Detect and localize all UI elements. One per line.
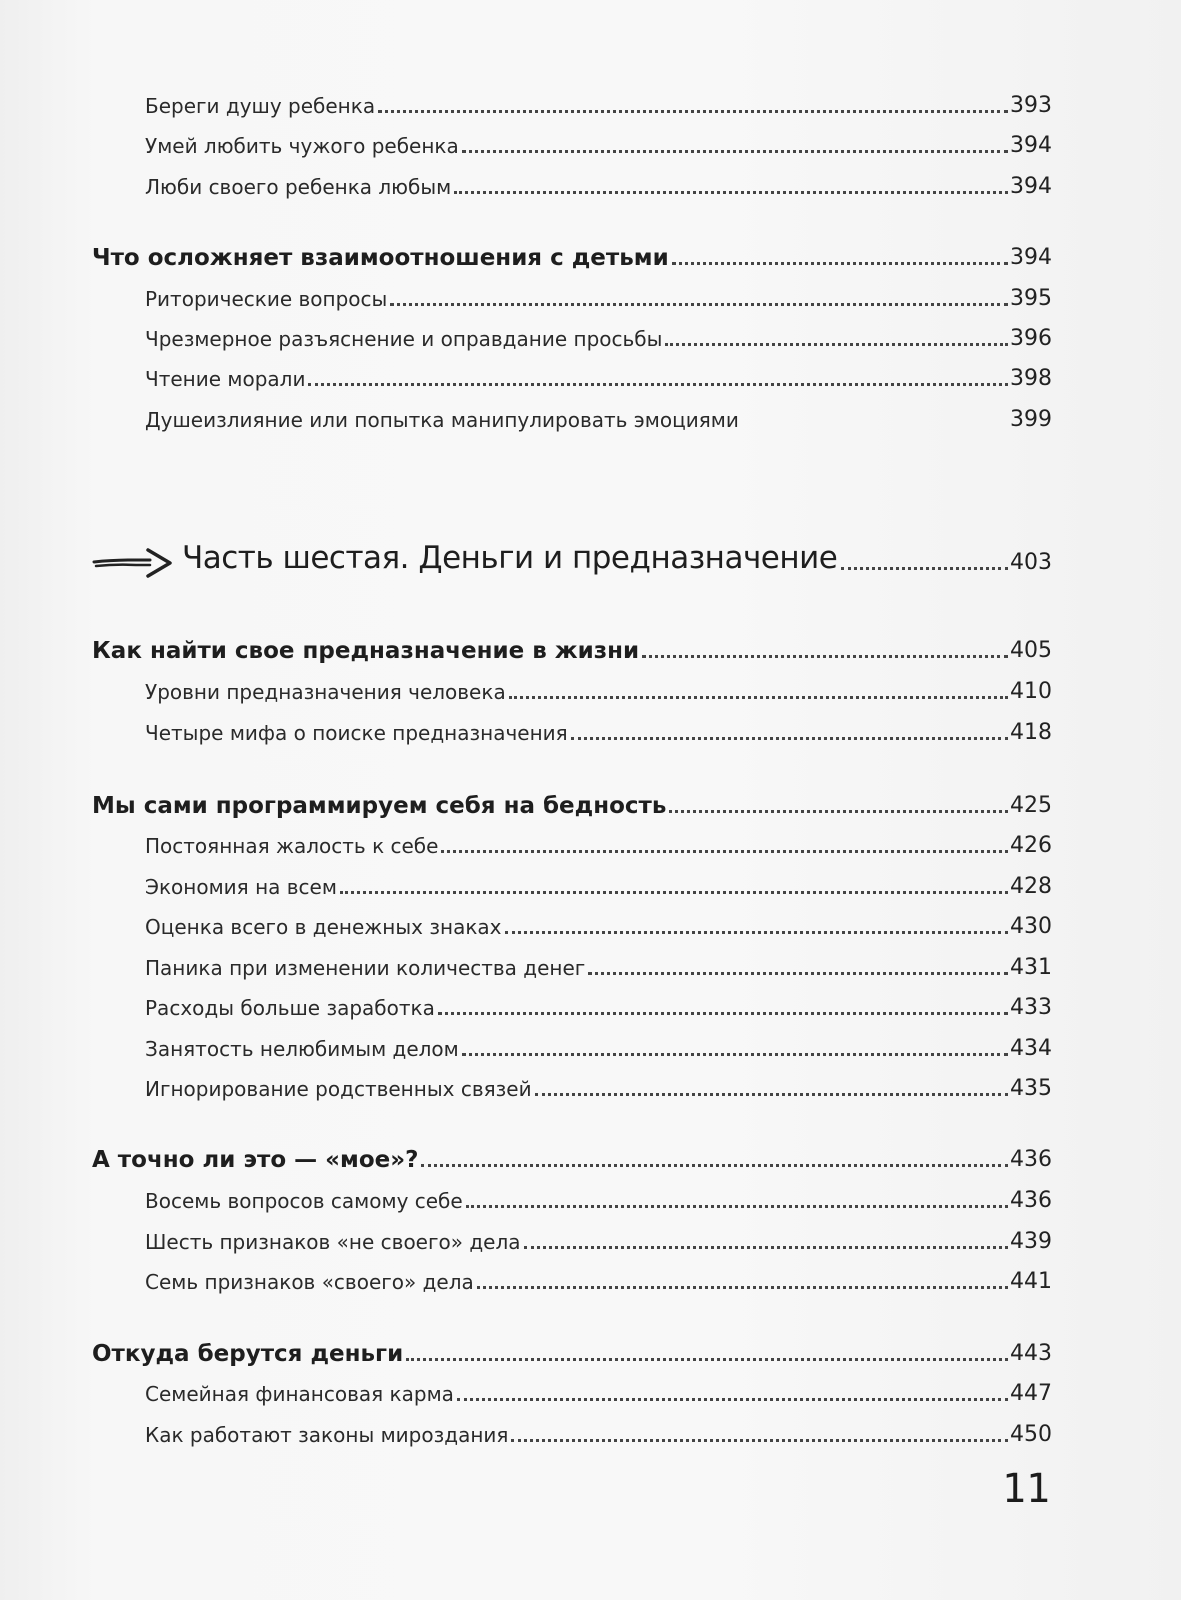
toc-entry-title: Экономия на всем (145, 875, 337, 899)
toc-entry-title: Душеизлияние или попытка манипулировать эмоциями (145, 408, 739, 432)
toc-entry[interactable] (92, 353, 1052, 393)
toc-entry[interactable] (92, 1409, 1052, 1449)
leader-dots (406, 1358, 1008, 1361)
leader-dots (535, 1093, 1008, 1096)
toc-entry[interactable] (92, 80, 1052, 120)
toc-entry-title: Паника при изменении количества денег (145, 956, 586, 980)
toc-entry-page: 428 (1010, 874, 1052, 899)
leader-dots (462, 150, 1008, 153)
leader-dots (421, 1164, 1008, 1167)
toc-entry-page: 426 (1010, 833, 1052, 858)
toc-entry-page: 410 (1010, 679, 1052, 704)
leader-dots (571, 737, 1008, 740)
toc-entry-title: Занятость нелюбимым делом (145, 1037, 459, 1061)
toc-chapter-title: Откуда берутся деньги (92, 1341, 404, 1367)
toc-entry-title: Четыре мифа о поиске предназначения (145, 721, 568, 745)
leader-dots (509, 696, 1008, 699)
toc-entry[interactable] (92, 1063, 1052, 1103)
toc-entry-page: 435 (1010, 1076, 1052, 1101)
toc-entry[interactable] (92, 1175, 1052, 1215)
toc-entry-page: 393 (1010, 93, 1052, 118)
toc-entry-page: 396 (1010, 326, 1052, 351)
leader-dots (308, 383, 1008, 386)
leader-dots (454, 191, 1008, 194)
toc-entry-page: 430 (1010, 914, 1052, 939)
toc-chapter-title: Как найти свое предназначение в жизни (92, 638, 640, 664)
toc-entry-page: 431 (1010, 955, 1052, 980)
toc-entry-title: Игнорирование родственных связей (145, 1077, 532, 1101)
leader-dots (588, 972, 1008, 975)
leader-dots (438, 1012, 1008, 1015)
toc-entry-page: 418 (1010, 720, 1052, 745)
leader-dots (505, 931, 1009, 934)
toc-part[interactable] (92, 528, 1052, 578)
leader-dots (477, 1286, 1008, 1289)
toc-entry-page: 450 (1010, 1422, 1052, 1447)
toc-entry[interactable] (92, 901, 1052, 941)
toc-entry-page: 441 (1010, 1269, 1052, 1294)
toc-entry-page: 394 (1010, 133, 1052, 158)
leader-dots (742, 424, 1008, 427)
toc-entry-title: Люби своего ребенка любым (145, 175, 452, 199)
toc-chapter[interactable] (92, 780, 1052, 820)
toc-entry-title: Береги душу ребенка (145, 94, 376, 118)
toc-entry[interactable] (92, 313, 1052, 353)
leader-dots (665, 343, 1008, 346)
toc-entry-page: 394 (1010, 174, 1052, 199)
toc-entry-title: Расходы больше заработка (145, 996, 435, 1020)
toc-entry-title: Риторические вопросы (145, 287, 388, 311)
toc-entry-page: 395 (1010, 286, 1052, 311)
leader-dots (390, 303, 1008, 306)
toc-chapter-title: Что осложняет взаимоотношения с детьми (92, 245, 669, 271)
toc-entry-title: Постоянная жалость к себе (145, 834, 439, 858)
toc-entry-page: 439 (1010, 1229, 1052, 1254)
toc-entry[interactable] (92, 394, 1052, 434)
toc-entry[interactable] (92, 1023, 1052, 1063)
toc-part-page: 403 (1010, 550, 1052, 575)
toc-entry-title: Чтение морали (145, 367, 306, 391)
toc-entry[interactable] (92, 1216, 1052, 1256)
toc-entry[interactable] (92, 666, 1052, 706)
leader-dots (378, 110, 1008, 113)
toc-entry-page: 436 (1010, 1188, 1052, 1213)
page-number: 11 (1001, 1466, 1050, 1512)
leader-dots (841, 567, 1008, 570)
leader-dots (441, 850, 1008, 853)
arrow-right-icon (92, 538, 174, 578)
toc-entry-title: Восемь вопросов самому себе (145, 1189, 463, 1213)
toc-entry[interactable] (92, 1256, 1052, 1296)
leader-dots (672, 262, 1008, 265)
leader-dots (457, 1398, 1008, 1401)
toc-chapter-title: Мы сами программируем себя на бедность (92, 793, 667, 819)
leader-dots (340, 891, 1008, 894)
toc-chapter[interactable] (92, 1134, 1052, 1174)
toc-entry[interactable] (92, 1368, 1052, 1408)
toc-chapter-title: А точно ли это — «мое»? (92, 1147, 419, 1173)
toc-entry[interactable] (92, 120, 1052, 160)
toc-entry[interactable] (92, 707, 1052, 747)
toc-entry[interactable] (92, 982, 1052, 1022)
toc-chapter[interactable] (92, 232, 1052, 272)
toc-chapter-page: 436 (1010, 1147, 1052, 1172)
toc-entry-title: Оценка всего в денежных знаках (145, 915, 502, 939)
toc-chapter[interactable] (92, 1328, 1052, 1368)
leader-dots (524, 1246, 1009, 1249)
toc-entry-title: Семь признаков «своего» дела (145, 1270, 474, 1294)
toc-entry-page: 434 (1010, 1036, 1052, 1061)
toc-part-title: Часть шестая. Деньги и предназначение (182, 540, 838, 576)
toc-entry-page: 433 (1010, 995, 1052, 1020)
toc-entry[interactable] (92, 161, 1052, 201)
toc-entry-title: Как работают законы мироздания (145, 1423, 509, 1447)
toc-entry[interactable] (92, 942, 1052, 982)
toc-chapter-page: 394 (1010, 245, 1052, 270)
toc-chapter-page: 405 (1010, 638, 1052, 663)
toc-entry-page: 398 (1010, 366, 1052, 391)
leader-dots (642, 655, 1008, 658)
toc-entry[interactable] (92, 273, 1052, 313)
leader-dots (669, 810, 1008, 813)
toc-entry-title: Умей любить чужого ребенка (145, 134, 459, 158)
leader-dots (511, 1439, 1008, 1442)
toc-chapter-page: 443 (1010, 1341, 1052, 1366)
toc-entry[interactable] (92, 861, 1052, 901)
toc-entry-title: Семейная финансовая карма (145, 1382, 454, 1406)
toc-chapter[interactable] (92, 625, 1052, 665)
toc-entry-title: Шесть признаков «не своего» дела (145, 1230, 521, 1254)
toc-entry-title: Уровни предназначения человека (145, 680, 506, 704)
toc-entry-title: Чрезмерное разъяснение и оправдание просьбы (145, 327, 663, 351)
toc-entry-page: 447 (1010, 1381, 1052, 1406)
toc-entry[interactable] (92, 820, 1052, 860)
toc-entry-page: 399 (1010, 407, 1052, 432)
leader-dots (466, 1205, 1008, 1208)
leader-dots (462, 1053, 1008, 1056)
toc-chapter-page: 425 (1010, 793, 1052, 818)
